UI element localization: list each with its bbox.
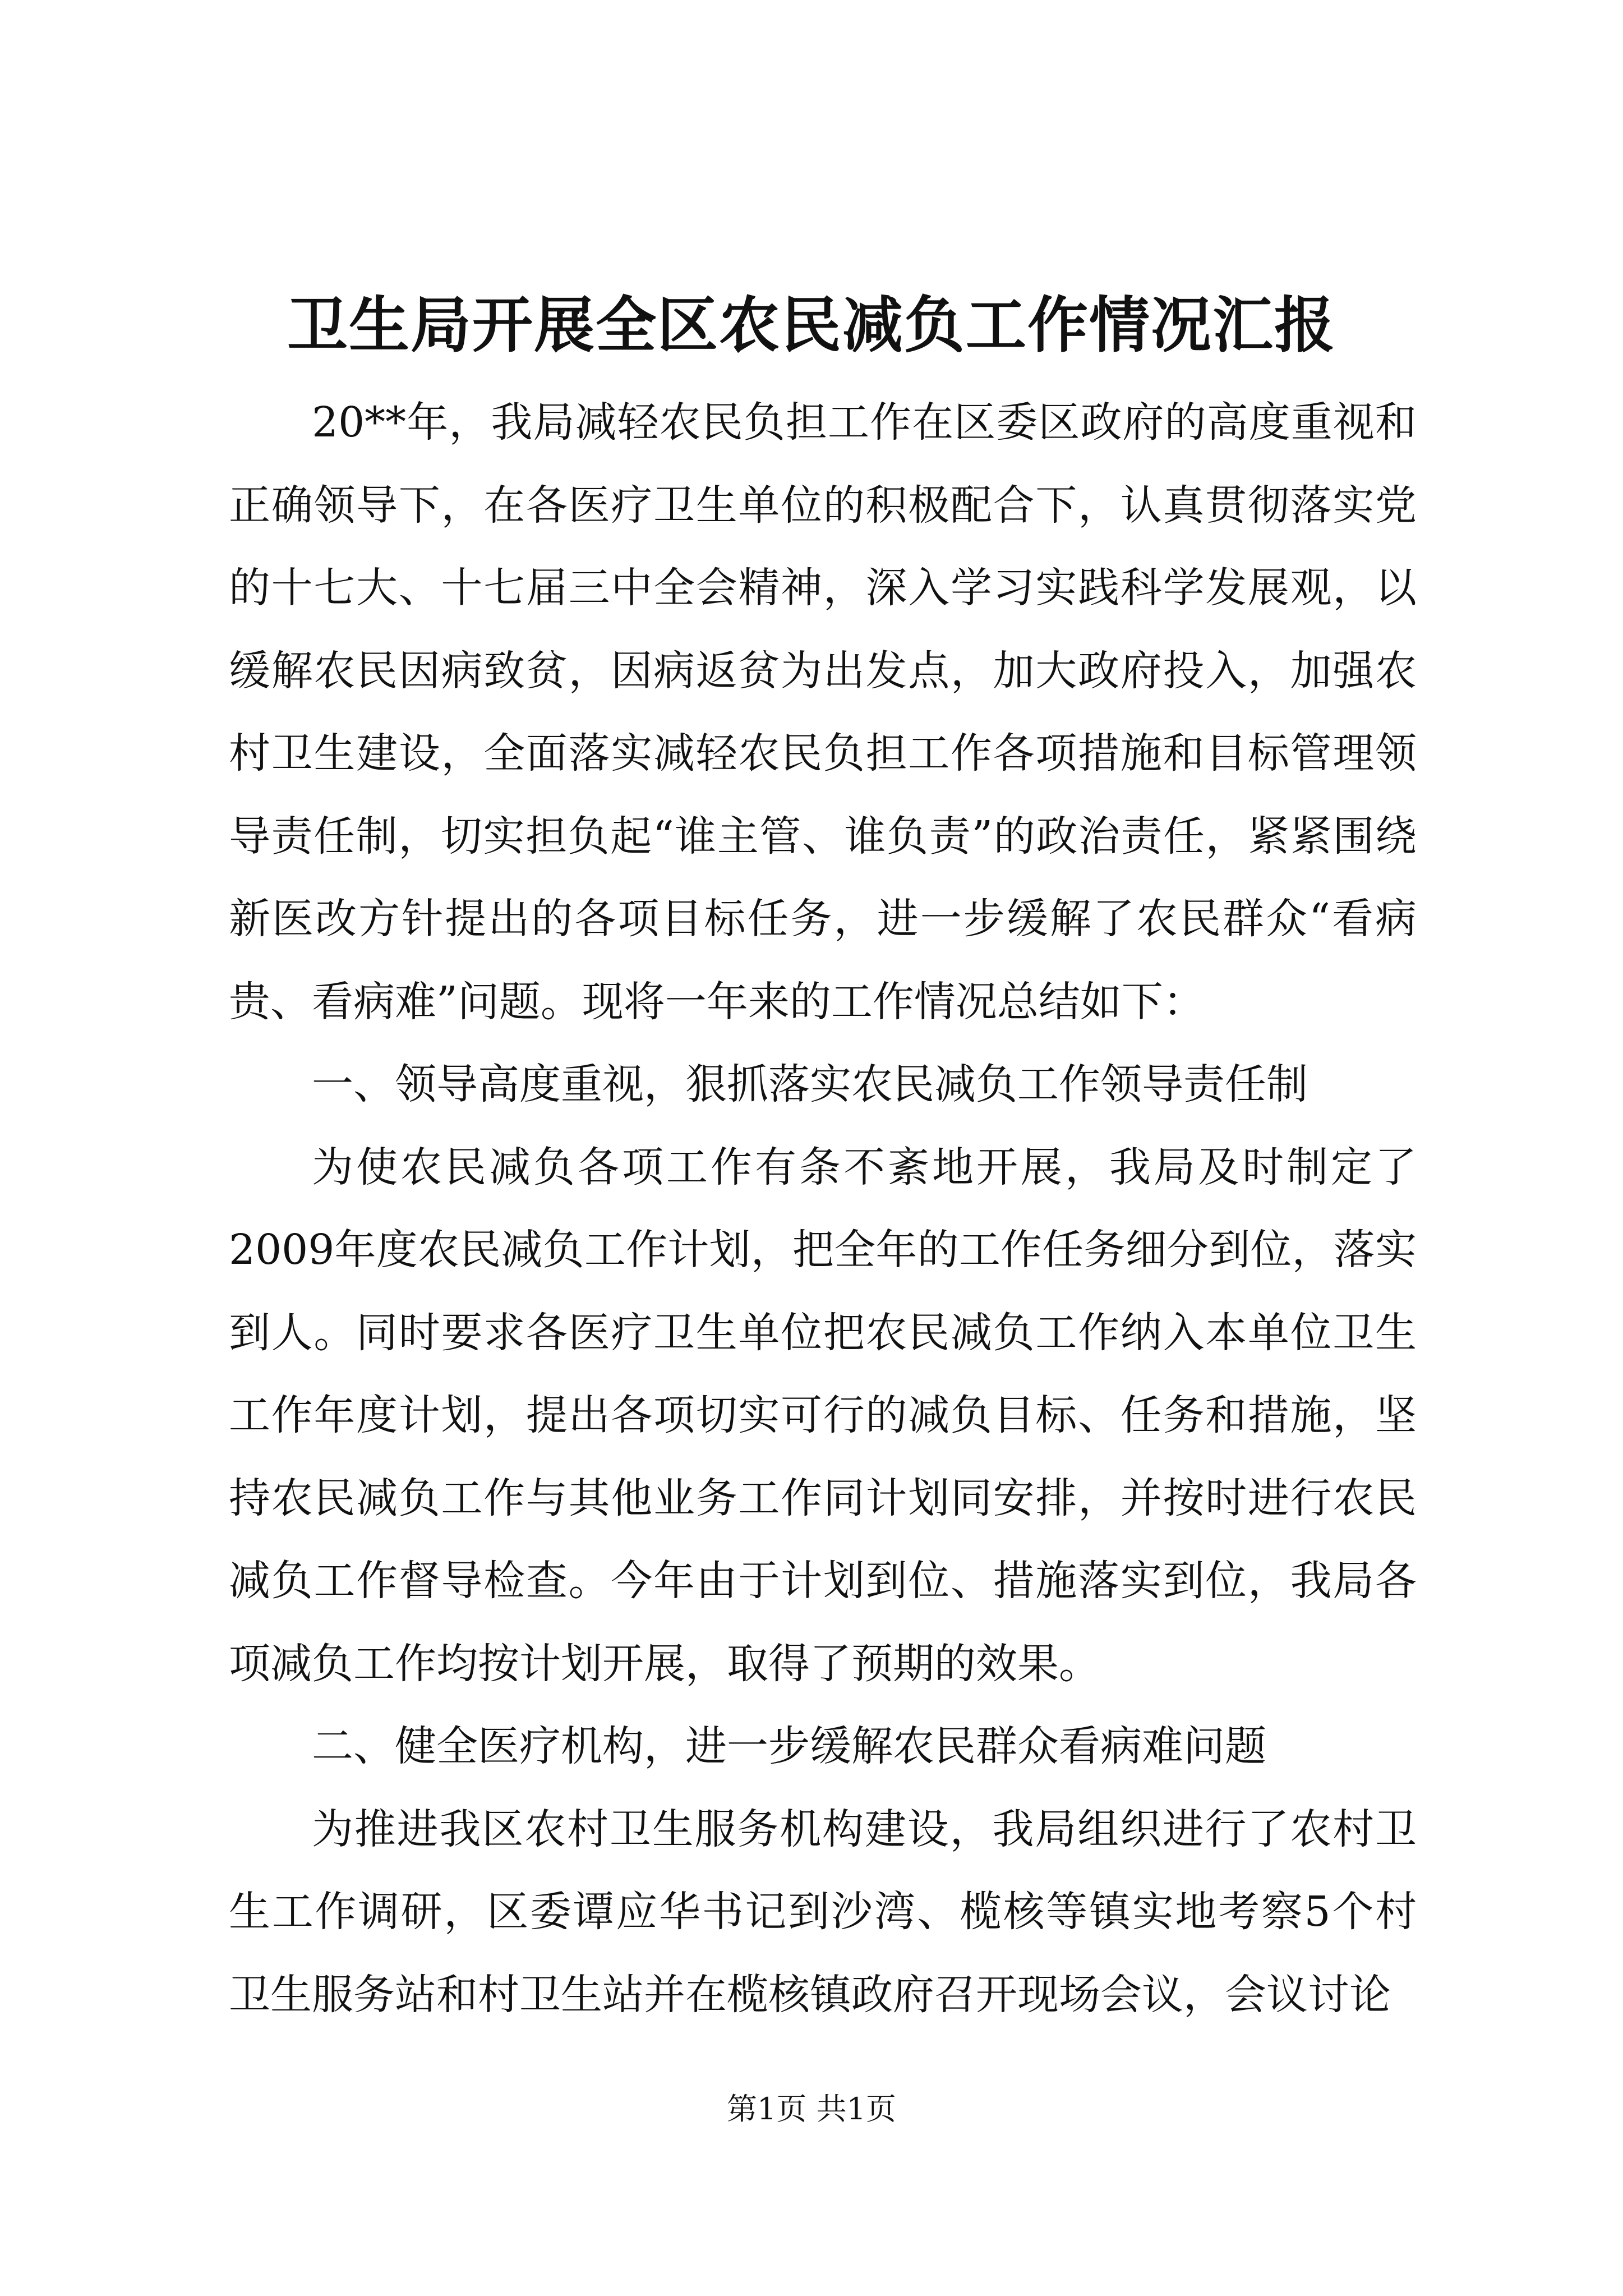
paragraph-section-2: 为推进我区农村卫生服务机构建设，我局组织进行了农村卫生工作调研，区委谭应华书记到沙湾、榄核等镇实地考察5个村卫生服务站和村卫生站并在榄核镇政府召开现场会议，会议讨论 (229, 1805, 1417, 2019)
document-title: 卫生局开展全区农民减负工作情况汇报 (287, 290, 1336, 361)
section-heading-2: 二、健全医疗机构，进一步缓解农民群众看病难问题 (312, 1722, 1266, 1770)
section-heading-1: 一、领导高度重视，狠抓落实农民减负工作领导责任制 (312, 1060, 1308, 1108)
page-footer: 第1页 共1页 (727, 2091, 896, 2127)
document-body (229, 381, 1417, 2036)
paragraph-intro: 20**年，我局减轻农民负担工作在区委区政府的高度重视和正确领导下，在各医疗卫生单位的积极配合下，认真贯彻落实党的十七大、十七届三中全会精神，深入学习实践科学发展观，以缓解农民因病致贫，因病返贫为出发点，加大政府投入，加强农村卫生建设，全面落实减轻农民负担工作各项措施和目标管理领导责任制，切实担负起“谁主管、谁负责”的政治责任，紧紧围绕新医改方针提出的各项目标任务，进一步缓解了农民群众“看病贵、看病难”问题。现将一年来的工作情况总结如下： (229, 398, 1417, 1026)
paragraph-section-1: 为使农民减负各项工作有条不紊地开展，我局及时制定了2009年度农民减负工作计划，把全年的工作任务细分到位，落实到人。同时要求各医疗卫生单位把农民减负工作纳入本单位卫生工作年度计划，提出各项切实可行的减负目标、任务和措施，坚持农民减负工作与其他业务工作同计划同安排，并按时进行农民减负工作督导检查。今年由于计划到位、措施落实到位，我局各项减负工作均按计划开展，取得了预期的效果。 (229, 1143, 1417, 1688)
